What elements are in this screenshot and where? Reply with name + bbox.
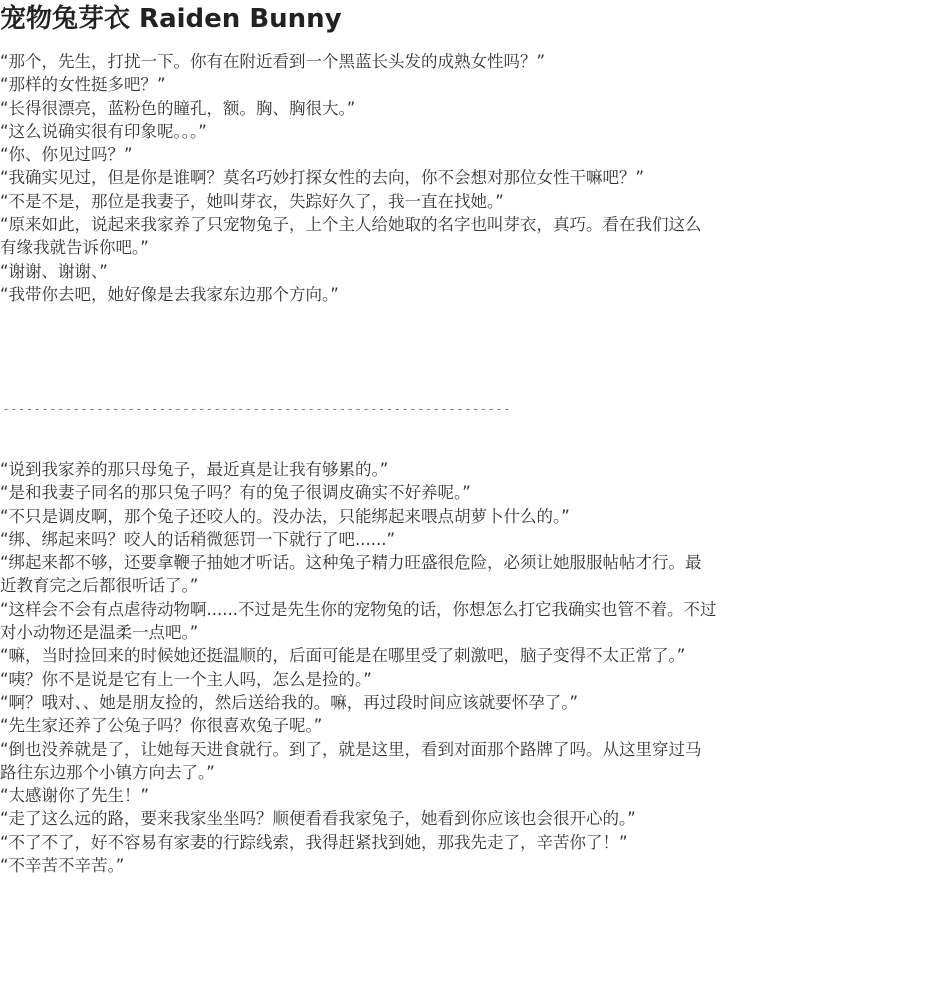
dialogue-section-1 [0,50,931,306]
dialogue-line: “不是不是，那位是我妻子，她叫芽衣，失踪好久了，我一直在找她。” [0,191,504,211]
dialogue-line: “这么说确实很有印象呢。。。” [0,121,207,141]
dialogue-line: “倒也没养就是了，让她每天进食就行。到了，就是这里，看到对面那个路牌了吗。从这里穿过马 [0,739,702,759]
dialogue-line: “走了这么远的路，要来我家坐坐吗？顺便看看我家兔子，她看到你应该也会很开心的。” [0,809,636,829]
dialogue-line: 有缘我就告诉你吧。” [0,238,149,258]
dialogue-line: “说到我家养的那只母兔子，最近真是让我有够累的。” [0,460,389,479]
dialogue-line: “谢谢、谢谢、” [0,261,108,281]
dialogue-line: “长得很漂亮，蓝粉色的瞳孔，额。胸、胸很大。” [0,98,356,118]
dialogue-line: “原来如此，说起来我家养了只宠物兔子，上个主人给她取的名字也叫芽衣，真巧。看在我们这么 [0,215,702,235]
dialogue-line: “你、你见过吗？” [0,145,133,165]
dialogue-line: “那样的女性挺多吧？” [0,75,166,95]
dialogue-line: “啊？哦对、、她是朋友捡的，然后送给我的。嘛，再过段时间应该就要怀孕了。” [0,692,579,712]
dialogue-line: 对小动物还是温柔一点吧。” [0,623,199,643]
dialogue-line: 路往东边那个小镇方向去了。” [0,762,215,782]
dialogue-line: “不只是调皮啊，那个兔子还咬人的。没办法，只能绑起来喂点胡萝卜什么的。” [0,506,570,526]
dialogue-line: “这样会不会有点虐待动物啊......不过是先生你的宠物兔的话，你想怎么打它我确实也管不着。不过 [0,599,717,619]
dialogue-line: “太感谢你了先生！” [0,786,150,806]
dialogue-line: “绑起来都不够，还要拿鞭子抽她才听话。这种兔子精力旺盛很危险，必须让她服服帖帖才行。最 [0,553,702,573]
dialogue-section-2 [0,458,931,877]
document-title: 宠物兔芽衣 Raiden Bunny [0,4,342,34]
dialogue-line: “不辛苦不辛苦。” [0,856,125,876]
dialogue-line: “嘛，当时捡回来的时候她还挺温顺的，后面可能是在哪里受了刺激吧，脑子变得不太正常了。” [0,646,686,666]
dialogue-line: “是和我妻子同名的那只兔子吗？有的兔子很调皮确实不好养呢。” [0,483,471,503]
dialogue-line: 近教育完之后都很听话了。” [0,576,199,596]
dialogue-line: “我确实见过，但是你是谁啊？莫名巧妙打探女性的去向，你不会想对那位女性干嘛吧？” [0,168,645,188]
section-divider: ----------------------------------------------------------------- [2,402,511,417]
dialogue-line: “先生家还养了公兔子吗？你很喜欢兔子呢。” [0,716,323,736]
dialogue-line: “我带你去吧，她好像是去我家东边那个方向。” [0,284,339,304]
dialogue-line: “那个，先生，打扰一下。你有在附近看到一个黑蓝长头发的成熟女性吗？” [0,52,546,71]
dialogue-line: “绑、绑起来吗？咬人的话稍微惩罚一下就行了吧......” [0,529,396,549]
dialogue-line: “不了不了，好不容易有家妻的行踪线索，我得赶紧找到她，那我先走了，辛苦你了！” [0,832,628,852]
dialogue-line: “咦？你不是说是它有上一个主人吗，怎么是捡的。” [0,669,372,689]
